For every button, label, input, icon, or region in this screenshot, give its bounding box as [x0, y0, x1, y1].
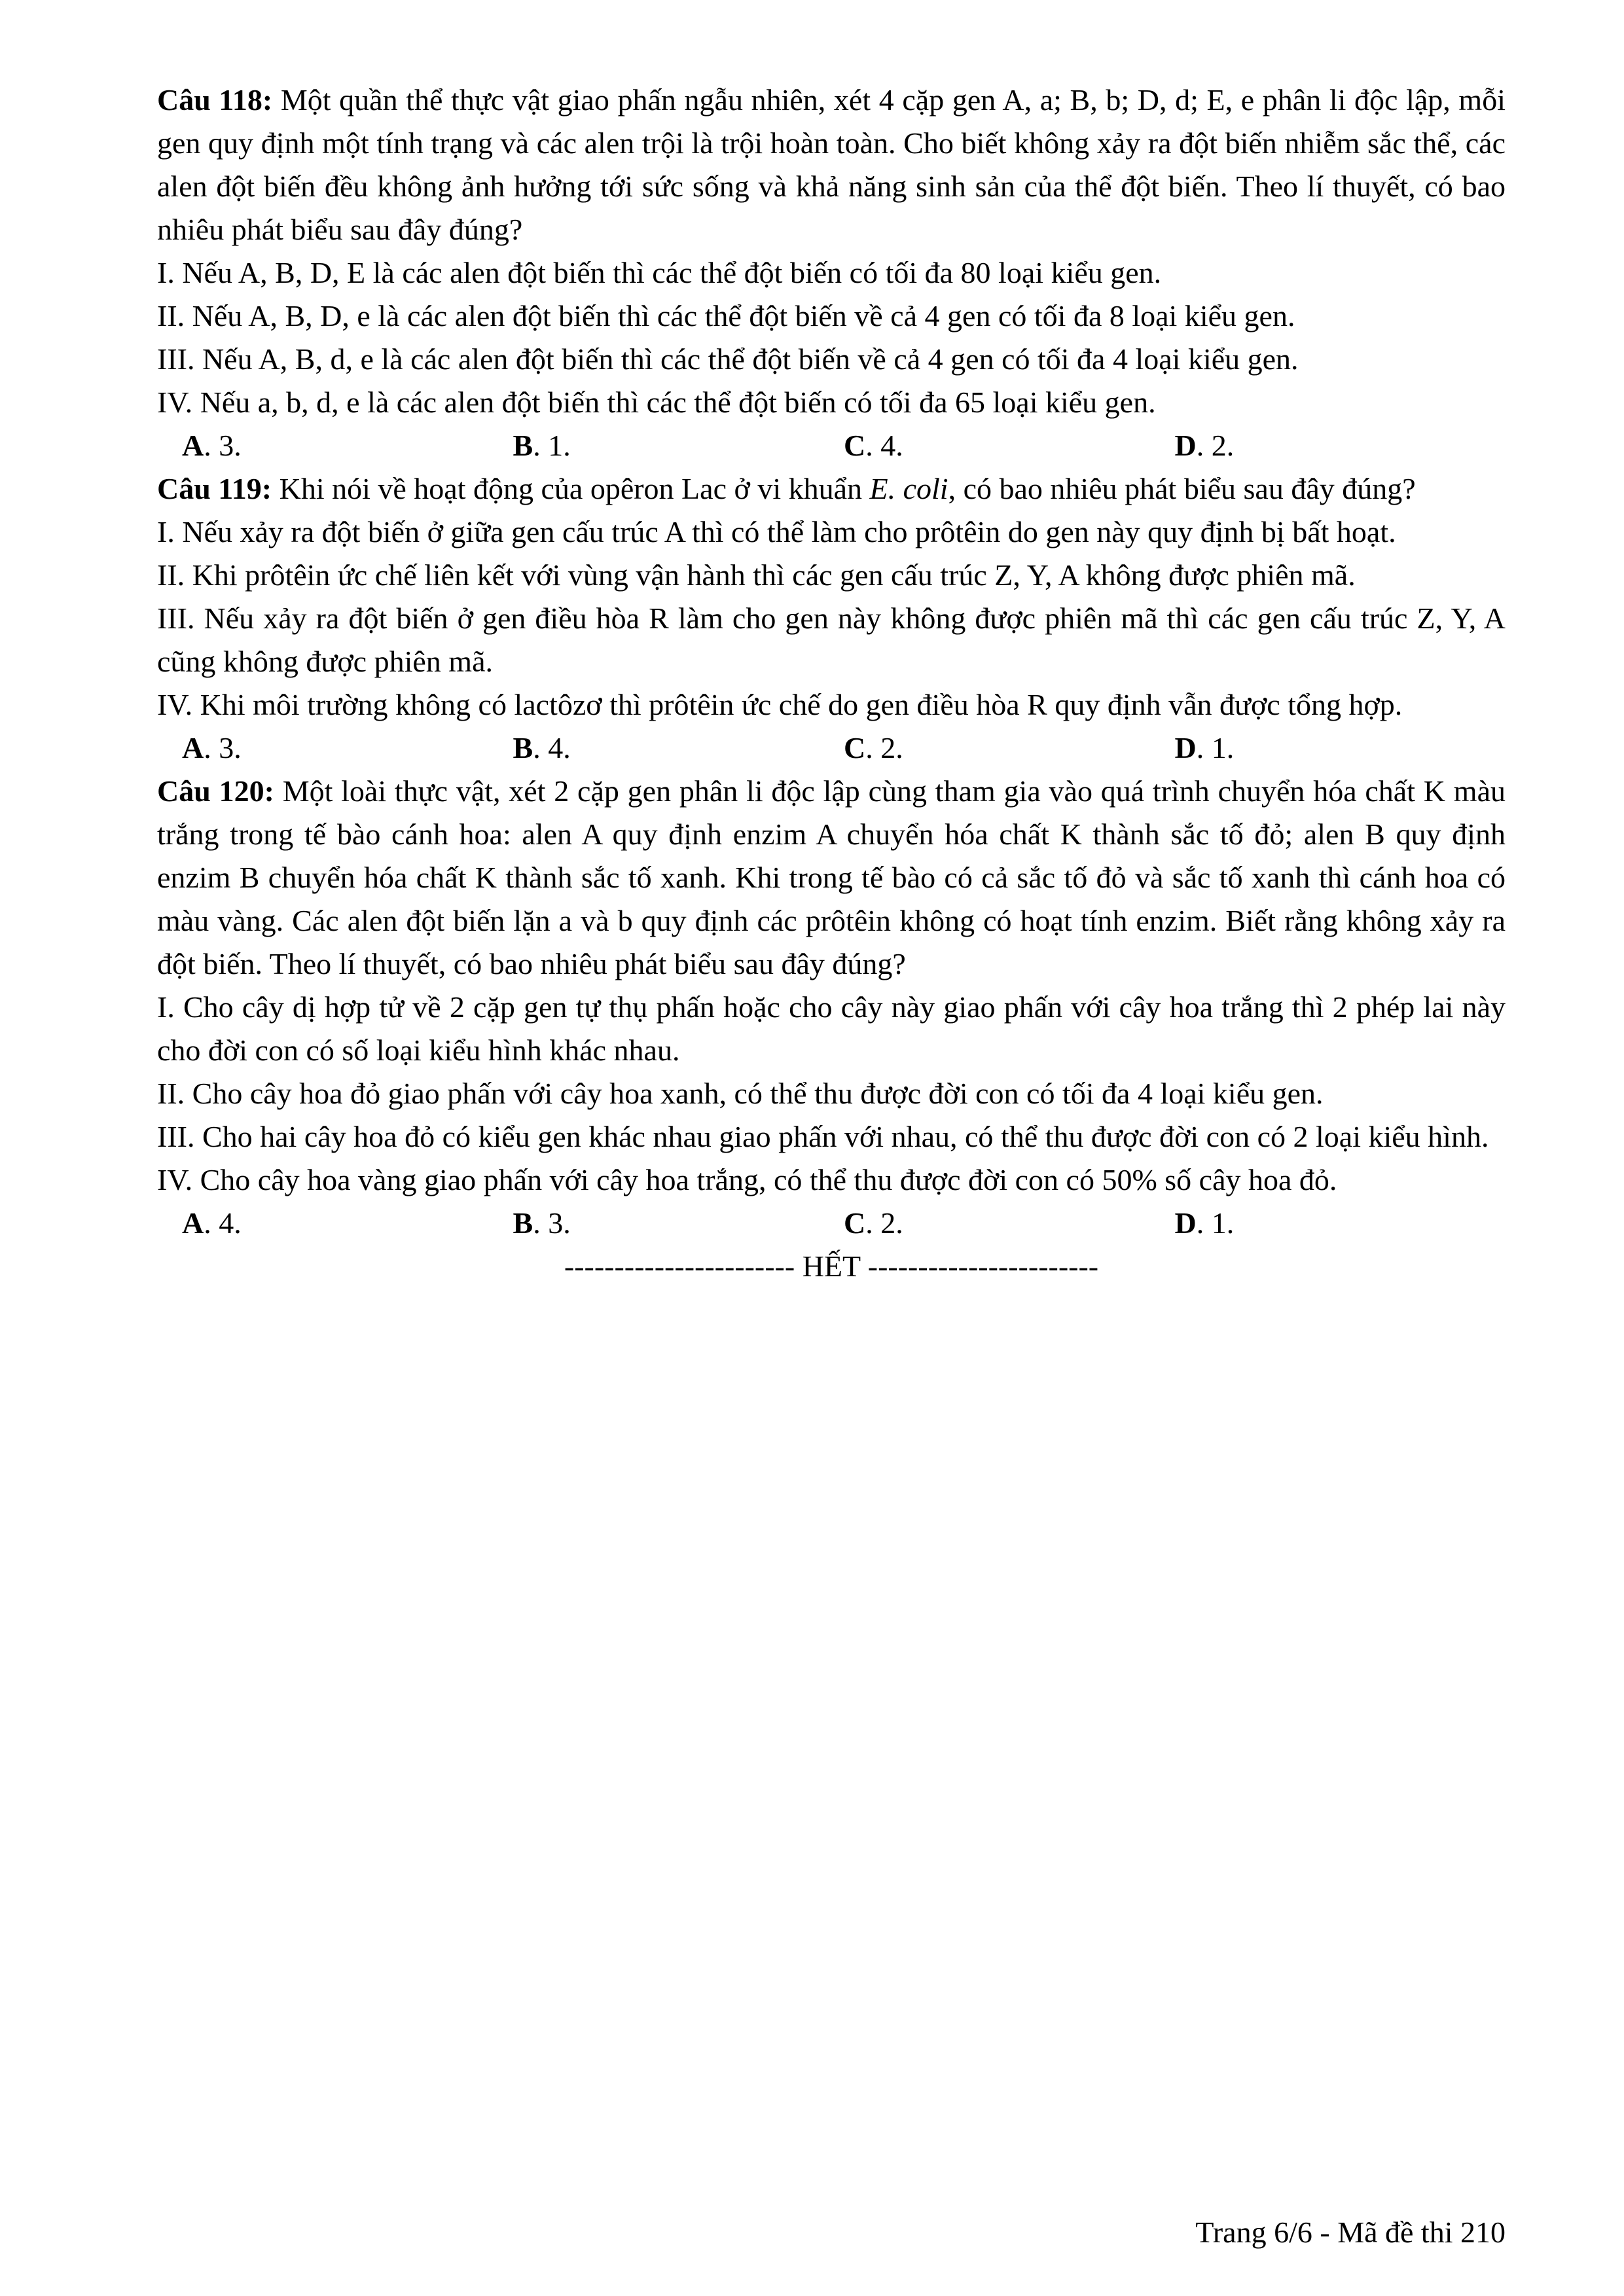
option-text: . 3.	[204, 731, 242, 764]
option-text: . 2.	[865, 1206, 903, 1240]
statement-3: III. Nếu A, B, d, e là các alen đột biến thì các thể đột biến về cả 4 gen có tối đa 4 loại kiểu gen.	[157, 342, 1299, 376]
option-c	[844, 424, 1175, 467]
species-name: E. coli	[869, 472, 948, 505]
option-letter: A	[182, 731, 204, 764]
statement-1: I. Nếu A, B, D, E là các alen đột biến thì các thể đột biến có tối đa 80 loại kiểu gen.	[157, 256, 1162, 289]
option-d	[1175, 726, 1506, 770]
option-letter: B	[513, 1206, 533, 1240]
option-letter: B	[513, 429, 533, 462]
end-marker: ----------------------- HẾT -----------------------	[564, 1249, 1099, 1283]
question-stem	[157, 467, 1506, 511]
question-120	[157, 770, 1506, 1245]
option-d	[1175, 1202, 1506, 1245]
option-a	[182, 424, 513, 467]
option-a	[182, 726, 513, 770]
option-text: . 1.	[1196, 731, 1235, 764]
option-letter: D	[1174, 1206, 1197, 1240]
option-text: . 3.	[533, 1206, 571, 1240]
page-content	[157, 79, 1506, 1288]
option-a	[182, 1202, 513, 1245]
statement-1: I. Cho cây dị hợp tử về 2 cặp gen tự thụ phấn hoặc cho cây này giao phấn với cây hoa trắng thì 2 phép lai này cho đời con có số loại kiểu hình khác nhau.	[157, 990, 1506, 1067]
option-text: . 1.	[1196, 1206, 1235, 1240]
statement-4: IV. Cho cây hoa vàng giao phấn với cây hoa trắng, có thể thu được đời con có 50% số cây hoa đỏ.	[157, 1163, 1337, 1196]
answer-options	[157, 424, 1506, 467]
statement-2: II. Khi prôtêin ức chế liên kết với vùng vận hành thì các gen cấu trúc Z, Y, A không được phiên mã.	[157, 558, 1356, 592]
option-text: . 1.	[533, 429, 571, 462]
question-number: Câu 119:	[157, 472, 272, 505]
page-footer: Trang 6/6 - Mã đề thi 210	[1195, 2215, 1506, 2249]
question-stem	[157, 770, 1506, 986]
question-text: Một quần thể thực vật giao phấn ngẫu nhiên, xét 4 cặp gen A, a; B, b; D, d; E, e phân li độc lập, mỗi gen quy định một tính trạng và các alen trội là trội hoàn toàn. Cho biết không xảy ra đột biến nhiễm sắc thể, các alen đột biến đều không ảnh hưởng tới sức sống và khả năng sinh sản của thể đột biến. Theo lí thuyết, có bao nhiêu phát biểu sau đây đúng?	[157, 83, 1506, 246]
option-text: . 2.	[865, 731, 903, 764]
answer-options	[157, 1202, 1506, 1245]
option-letter: A	[182, 429, 204, 462]
statement-1: I. Nếu xảy ra đột biến ở giữa gen cấu trúc A thì có thể làm cho prôtêin do gen này quy định bị bất hoạt.	[157, 515, 1396, 548]
option-letter: A	[182, 1206, 204, 1240]
question-number: Câu 120:	[157, 774, 274, 808]
option-d	[1175, 424, 1506, 467]
option-c	[844, 1202, 1175, 1245]
answer-options	[157, 726, 1506, 770]
option-b	[513, 424, 844, 467]
option-letter: B	[513, 731, 533, 764]
option-text: . 4.	[204, 1206, 242, 1240]
question-text: Khi nói về hoạt động của opêron Lac ở vi khuẩn	[279, 472, 870, 505]
statement-4: IV. Khi môi trường không có lactôzơ thì prôtêin ức chế do gen điều hòa R quy định vẫn được tổng hợp.	[157, 688, 1403, 721]
question-text: Một loài thực vật, xét 2 cặp gen phân li độc lập cùng tham gia vào quá trình chuyển hóa chất K màu trắng trong tế bào cánh hoa: alen A quy định enzim A chuyển hóa chất K thành sắc tố đỏ; alen B quy định enzim B chuyển hóa chất K thành sắc tố xanh. Khi trong tế bào có cả sắc tố đỏ và sắc tố xanh thì cánh hoa có màu vàng. Các alen đột biến lặn a và b quy định các prôtêin không có hoạt tính enzim. Biết rằng không xảy ra đột biến. Theo lí thuyết, có bao nhiêu phát biểu sau đây đúng?	[157, 774, 1506, 980]
option-letter: C	[844, 429, 866, 462]
statement-3: III. Cho hai cây hoa đỏ có kiểu gen khác nhau giao phấn với nhau, có thể thu được đời con có 2 loại kiểu hình.	[157, 1120, 1489, 1153]
option-text: . 2.	[1196, 429, 1235, 462]
question-119	[157, 467, 1506, 770]
question-text-end: , có bao nhiêu phát biểu sau đây đúng?	[948, 472, 1416, 505]
statement-2: II. Nếu A, B, D, e là các alen đột biến thì các thể đột biến về cả 4 gen có tối đa 8 loại kiểu gen.	[157, 299, 1295, 332]
option-b	[513, 1202, 844, 1245]
option-letter: C	[844, 1206, 866, 1240]
option-text: . 3.	[204, 429, 242, 462]
option-c	[844, 726, 1175, 770]
statement-3: III. Nếu xảy ra đột biến ở gen điều hòa R làm cho gen này không được phiên mã thì các gen cấu trúc Z, Y, A cũng không được phiên mã.	[157, 601, 1506, 678]
statement-4: IV. Nếu a, b, d, e là các alen đột biến thì các thể đột biến có tối đa 65 loại kiểu gen.	[157, 386, 1156, 419]
option-letter: D	[1174, 731, 1197, 764]
question-number: Câu 118:	[157, 83, 273, 117]
option-b	[513, 726, 844, 770]
option-letter: C	[844, 731, 866, 764]
question-118	[157, 79, 1506, 467]
option-letter: D	[1174, 429, 1197, 462]
statement-2: II. Cho cây hoa đỏ giao phấn với cây hoa xanh, có thể thu được đời con có tối đa 4 loại kiểu gen.	[157, 1077, 1324, 1110]
option-text: . 4.	[533, 731, 571, 764]
question-stem	[157, 79, 1506, 251]
option-text: . 4.	[865, 429, 903, 462]
